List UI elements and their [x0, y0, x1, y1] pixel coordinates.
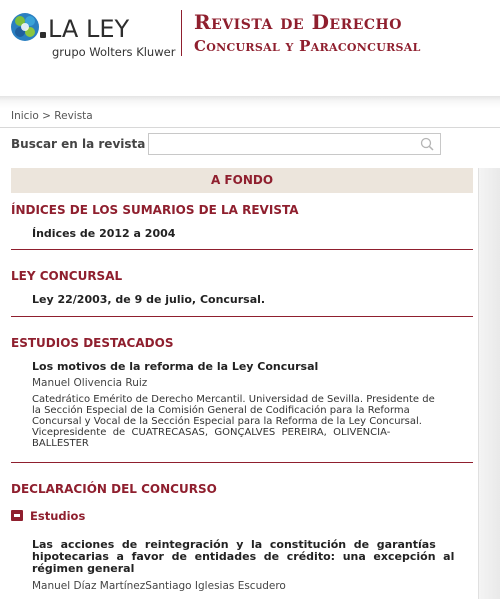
subsection-label: Estudios: [30, 509, 86, 523]
breadcrumb-current: Revista: [54, 110, 93, 122]
search-label: Buscar en la revista: [11, 137, 146, 151]
section-divider: [11, 462, 473, 463]
breadcrumb-divider: [0, 127, 500, 128]
section-divider: [11, 316, 473, 317]
author-bio-line: la Sección Especial de la Comisión General de Codificación para la Reforma: [32, 405, 410, 416]
author-name[interactable]: Manuel Olivencia Ruiz: [32, 377, 148, 389]
search-input[interactable]: [149, 134, 414, 154]
item-link-ley-22-2003[interactable]: Ley 22/2003, de 9 de julio, Concursal.: [32, 293, 266, 306]
section-bar-a-fondo: A FONDO: [11, 168, 473, 193]
journal-title-line1: Revista de Derecho: [194, 10, 402, 34]
globe-icon: [10, 12, 40, 42]
author-bio-line: BALLESTER: [32, 438, 89, 449]
header-shadow: [0, 96, 500, 108]
journal-title[interactable]: [194, 8, 421, 56]
section-heading-indices[interactable]: ÍNDICES DE LOS SUMARIOS DE LA REVISTA: [11, 203, 299, 217]
item-link-indices[interactable]: Índices de 2012 a 2004: [32, 227, 176, 240]
breadcrumb-home-link[interactable]: Inicio: [11, 110, 39, 122]
logo-name: LA LEY: [48, 15, 130, 43]
section-heading-ley-concursal[interactable]: LEY CONCURSAL: [11, 269, 123, 283]
author-bio-line: Concursal y Vocal de la Sección Especial para la Reforma de la Ley Concursal.: [32, 416, 422, 427]
article-title-line: hipotecarias a favor de entidades de crédito: una excepción al: [32, 550, 455, 563]
journal-title-line2: Concursal y Paraconcursal: [194, 37, 421, 55]
logo-subtitle: grupo Wolters Kluwer: [52, 45, 176, 59]
item-link-motivos-reforma[interactable]: Los motivos de la reforma de la Ley Concursal: [32, 360, 319, 373]
author-bio-line: Catedrático Emérito de Derecho Mercantil. Universidad de Sevilla. Presidente de: [32, 394, 435, 405]
section-heading-declaracion-concurso[interactable]: DECLARACIÓN DEL CONCURSO: [11, 482, 217, 496]
section-heading-estudios-destacados[interactable]: ESTUDIOS DESTACADOS: [11, 336, 174, 350]
search-box: [148, 133, 441, 155]
article-title-link[interactable]: [32, 539, 473, 575]
folder-icon: [11, 510, 23, 521]
logo-dot: [40, 32, 46, 38]
breadcrumb-separator: >: [42, 110, 51, 122]
article-authors[interactable]: Manuel Díaz MartínezSantiago Iglesias Escudero: [32, 580, 286, 592]
site-header: [0, 0, 500, 96]
search-icon[interactable]: [420, 137, 434, 151]
section-divider: [11, 249, 473, 250]
breadcrumb: [11, 110, 93, 122]
right-sidebar-edge: [478, 168, 500, 599]
la-ley-logo[interactable]: [10, 12, 176, 62]
author-bio-line: Vicepresidente de CUATRECASAS, GONÇALVES PEREIRA, OLIVENCIA-: [32, 427, 391, 438]
author-bio: [32, 394, 473, 449]
article-title-line: Las acciones de reintegración y la constitución de garantías: [32, 538, 436, 551]
article-title-line: régimen general: [32, 562, 135, 575]
header-divider: [181, 10, 182, 56]
